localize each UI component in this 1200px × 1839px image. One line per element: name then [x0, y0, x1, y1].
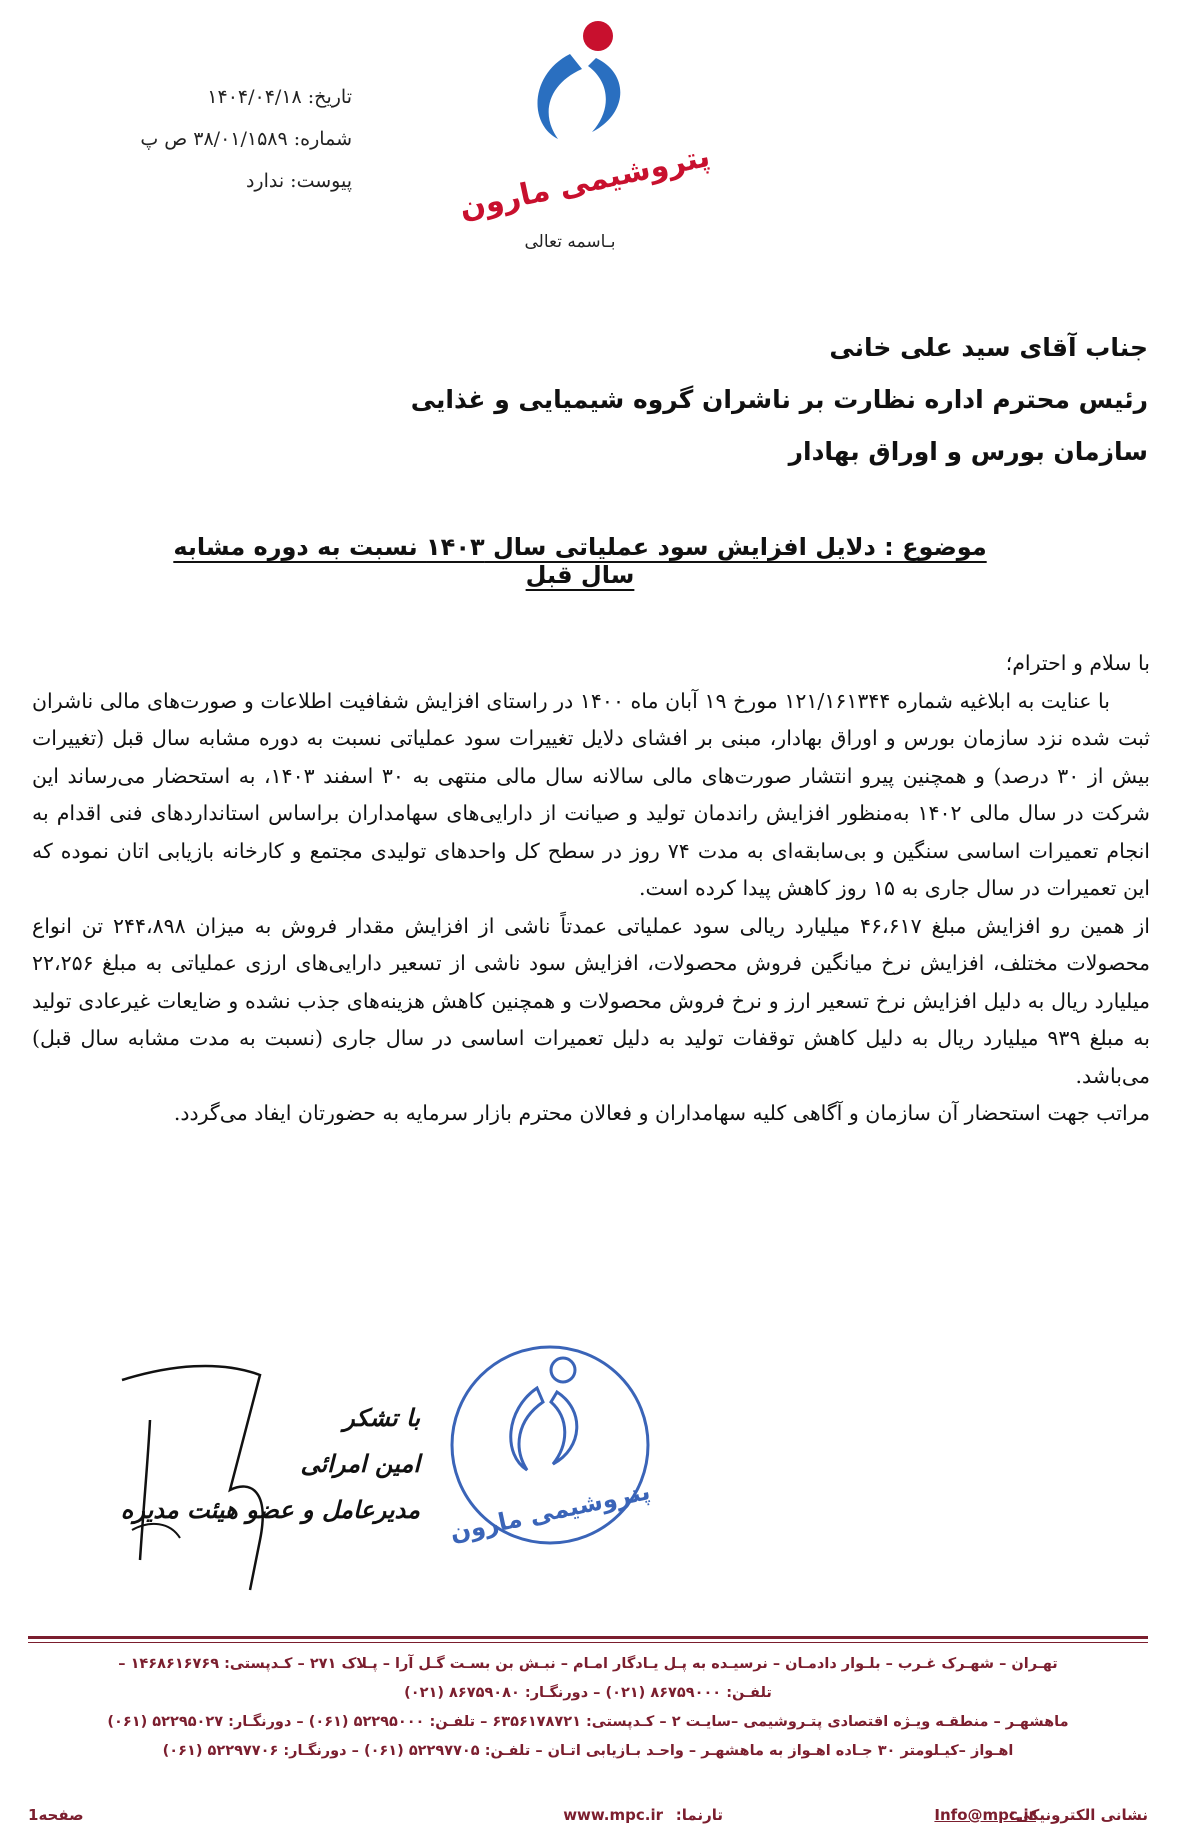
- website-link[interactable]: www.mpc.ir: [563, 1806, 663, 1824]
- attachment-row: [92, 160, 352, 202]
- svg-text:پتروشیمی مارون: پتروشیمی مارون: [447, 1477, 653, 1547]
- svg-text:پتروشیمی مارون: پتروشیمی مارون: [456, 138, 713, 227]
- footer-mahshahr-address: ماهشهـر – منطقـه ویـژه اقتصادی پتـروشیمی –سایـت ۲ – کـدپستی: ۶۳۵۶۱۷۸۷۲۱ – تلفـن: ۵۲۲۹۵۰۰۰ (۰۶۱) – دورنگـار: ۵۲۲۹۵۰۲۷ (۰۶۱): [107, 1714, 1069, 1730]
- greeting: با سلام و احترام؛: [1005, 651, 1150, 675]
- footer-addresses: [28, 1650, 1148, 1766]
- signatory-title: مدیرعامل و عضو هیئت مدیره: [120, 1496, 420, 1524]
- email-label: نشانی الکترونیکی:: [1009, 1806, 1148, 1824]
- number-row: [92, 118, 352, 160]
- svg-text:MPC: MPC: [561, 80, 587, 108]
- body-paragraph-2: از همین رو افزایش مبلغ ۴۶،۶۱۷ میلیارد ریالی سود عملیاتی عمدتاً ناشی از افزایش مقدار فروش به میزان ۲۴۴،۸۹۸ تن انواع محصولات مختلف، افزایش نرخ میانگین فروش محصولات، افزایش سود ناشی از تسعیر دارایی‌های ارزی عملیاتی به مبلغ ۲۲،۲۵۶ میلیارد ریال به دلیل افزایش نرخ تسعیر ارز و نرخ فروش محصولات و همچنین کاهش هزینه‌های جذب نشده و ضایعات غیرعادی تولید به مبلغ ۹۳۹ میلیارد ریال به دلیل کاهش توقفات تولید به دلیل تعمیرات اساسی در سال جاری (نسبت به مدت مشابه سال قبل) می‌باشد.: [32, 913, 1150, 1088]
- body-paragraph-3: مراتب جهت استحضار آن سازمان و آگاهی کلیه سهامداران و فعالان محترم بازار سرمایه به حضورتان ایفاد می‌گردد.: [173, 1101, 1150, 1125]
- letter-meta: [92, 76, 352, 202]
- letter-body: [32, 645, 1150, 1133]
- date-row: [92, 76, 352, 118]
- footer-divider: [28, 1636, 1148, 1639]
- attachment-value: ندارد: [245, 170, 285, 192]
- footer-ahvaz-address: اهـواز –کیـلومتر ۳۰ جـاده اهـواز به ماهشهـر – واحـد بـازیابی اتـان – تلفـن: ۵۲۲۹۷۷۰۵ (۰۶۱) – دورنگـار: ۵۲۲۹۷۷۰۶ (۰۶۱): [162, 1743, 1014, 1759]
- email-link[interactable]: Info@mpc.ir: [934, 1806, 1036, 1824]
- signatory-name: امین امرائی: [300, 1450, 420, 1478]
- footer-tehran-address: تهـران – شهـرک غـرب – بلـوار دادمـان – نرسیـده به پـل یـادگار امـام – نبـش بن بسـت گـل آرا – پـلاک ۲۷۱ – کـدپستی: ۱۴۶۸۶۱۶۷۶۹ –: [118, 1656, 1058, 1672]
- footer-divider-thin: [28, 1642, 1148, 1643]
- number-value: ۳۸/۰۱/۱۵۸۹ ص پ: [140, 128, 288, 150]
- page-number: صفحه1: [28, 1806, 84, 1824]
- signature-thanks: با تشکر: [343, 1404, 420, 1432]
- company-stamp: [445, 1340, 655, 1550]
- addressee-name: جناب آقای سید علی خانی: [829, 333, 1148, 362]
- subject-text: موضوع : دلایل افزایش سود عملیاتی سال ۱۴۰۳ نسبت به دوره مشابه سال قبل: [173, 533, 987, 589]
- website-label: تارنما:: [675, 1806, 723, 1824]
- footer-contact-row: [28, 1806, 1148, 1836]
- date-label: تاریخ:: [307, 86, 352, 108]
- footer-tehran-phone: تلفـن: ۸۶۷۵۹۰۰۰ (۰۲۱) – دورنگـار: ۸۶۷۵۹۰۸۰ (۰۲۱): [404, 1685, 772, 1701]
- basmala: بـاسمه تعالی: [524, 232, 616, 252]
- date-value: ۱۴۰۴/۰۴/۱۸: [207, 86, 302, 108]
- addressee-title: رئیس محترم اداره نظارت بر ناشران گروه شیمیایی و غذایی: [410, 385, 1148, 414]
- addressee-org: سازمان بورس و اوراق بهادار: [788, 437, 1148, 466]
- body-paragraph-1: با عنایت به ابلاغیه شماره ۱۲۱/۱۶۱۳۴۴ مورخ ۱۹ آبان ماه ۱۴۰۰ در راستای افزایش شفافیت اطلاعات و صورت‌های مالی ناشران ثبت شده نزد سازمان بورس و اوراق بهادار، مبنی بر افشای دلایل تغییرات سود عملیاتی نسبت به دوره مشابه سال قبل (تغییرات بیش از ۳۰ درصد) و همچنین پیرو انتشار صورت‌های مالی سالانه سال مالی منتهی به ۳۰ اسفند ۱۴۰۳، به استحضار می‌رساند این شرکت در سال مالی ۱۴۰۲ به‌منظور افزایش راندمان تولید و صیانت از دارایی‌های سهامداران براساس استانداردهای فنی اقدام به انجام تعمیرات اساسی سنگین و بی‌سابقه‌ای به مدت ۷۴ روز در سطح کل واحدهای تولیدی مجتمع و کارخانه بازیابی اتان نموده که این تعمیرات در سال جاری به ۱۵ روز کاهش پیدا کرده است.: [32, 688, 1150, 900]
- addressee-block: [248, 322, 1148, 478]
- number-label: شماره:: [293, 128, 352, 150]
- company-logo: [456, 14, 713, 227]
- attachment-label: پیوست:: [290, 170, 352, 192]
- subject-line: [150, 533, 1010, 589]
- signature-block: [80, 1395, 420, 1533]
